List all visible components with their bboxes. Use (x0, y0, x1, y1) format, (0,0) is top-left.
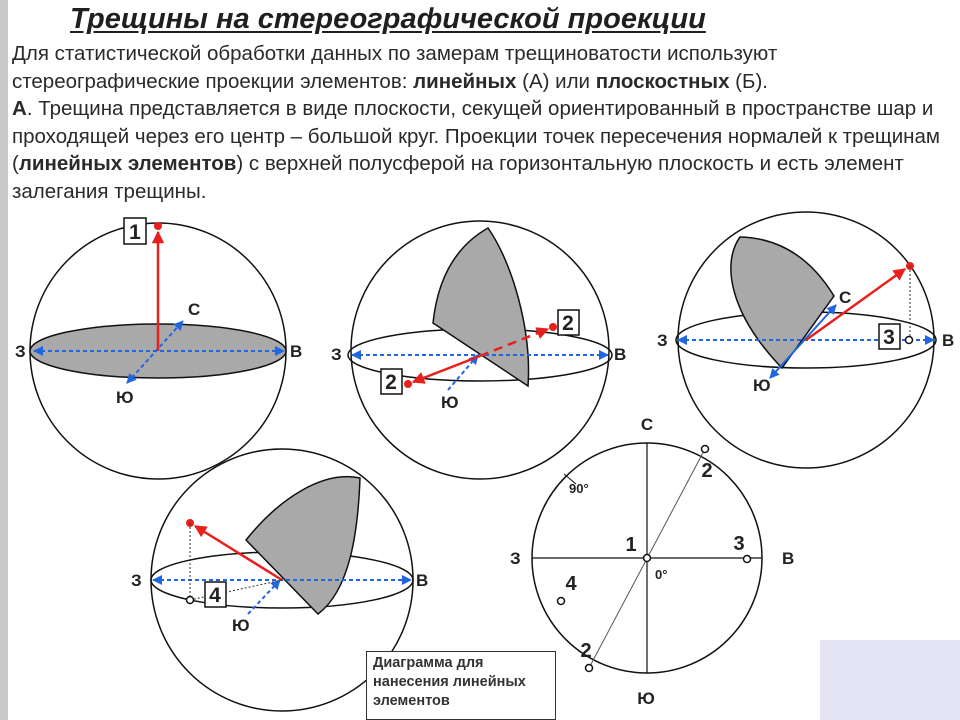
stereonet-label-4: 4 (565, 573, 577, 595)
sphere-3 (657, 212, 954, 468)
intro-p1-d: (Б). (729, 69, 768, 93)
sphere-4-west-label: З (131, 571, 142, 590)
intro-p2-linear: линейных элементов (18, 152, 237, 175)
intro-p1-a: Для статистической обработки данных по замерам трещиноватости используют стереографические проекции элементов: (12, 42, 778, 93)
intro-p2-c: ) с верхней полусферой на горизонтальную плоскость и есть элемент залегания трещины. (12, 152, 904, 203)
sphere-4-south-axis (248, 580, 280, 614)
intro-p2-a: . Трещина представляется в виде плоскости, секущей ориентированный в пространстве шар и проходящей через его центр – большой круг. Проекции точек пересечения нормалей к трещинам ( (12, 97, 940, 175)
sphere-1-north-label: С (188, 300, 201, 319)
sphere-1 (15, 218, 302, 479)
sphere-1-point-1 (154, 222, 162, 230)
sphere-2-label-2b: 2 (562, 312, 574, 335)
sphere-2-label-2a: 2 (385, 371, 397, 394)
sphere-4-fracture-plane (246, 477, 360, 614)
stereonet-label-3: 3 (733, 533, 745, 555)
sphere-3-fracture-plane (731, 237, 834, 368)
stereonet-point-2-lower (586, 665, 593, 672)
stereonet-west-label: З (510, 549, 521, 568)
sphere-3-point-3-projection (906, 337, 913, 344)
sphere-2-fracture-plane (433, 228, 529, 386)
sphere-1-east-label: В (290, 342, 303, 361)
stereonet-east-label: В (782, 549, 795, 568)
sphere-1-south-label: Ю (116, 388, 134, 407)
stereonet-point-3 (744, 556, 751, 563)
sphere-3-label-3: 3 (883, 326, 895, 349)
sphere-2-east-label: В (614, 345, 627, 364)
intro-p1-c: (А) или (516, 69, 596, 93)
stereonet-point-4 (558, 598, 565, 605)
intro-p1-planar: плоскостных (595, 69, 730, 93)
sphere-2-south-label: Ю (441, 393, 459, 412)
sphere-3-south-label: Ю (753, 376, 771, 395)
sphere-4-point-4-projection (187, 597, 194, 604)
stereonet-point-1 (644, 555, 651, 562)
stereonet-south-label: Ю (637, 689, 655, 708)
stereonet-label-1: 1 (625, 534, 637, 556)
intro-p1-linear: линейных (413, 69, 517, 93)
sphere-4-label-4: 4 (209, 584, 221, 607)
sphere-2-point-2-lower (404, 380, 412, 388)
sphere-1-label-1: 1 (129, 221, 141, 244)
sphere-4-south-label: Ю (232, 616, 250, 635)
stereonet-label-2-upper: 2 (701, 460, 713, 482)
sphere-4-east-label: В (416, 571, 429, 590)
sphere-3-east-label: В (942, 331, 955, 350)
diagram-caption: Диаграмма для нанесения линейных элементов (366, 651, 556, 720)
sphere-4-projection-ray (190, 580, 282, 600)
sphere-2 (331, 221, 626, 479)
sphere-2-south-axis (448, 355, 478, 390)
page-title: Трещины на стереографической проекции (70, 3, 706, 35)
sphere-2-point-2-upper (549, 323, 557, 331)
stereonet-point-2-upper (702, 446, 709, 453)
sphere-3-west-label: З (657, 331, 668, 350)
sphere-2-west-label: З (331, 345, 342, 364)
sphere-3-north-label: С (839, 288, 852, 307)
sphere-1-west-label: З (15, 342, 26, 361)
stereonet-label-2-lower: 2 (580, 640, 592, 662)
sphere-2-normal-arrow-down (413, 356, 480, 382)
intro-p2-lead: А (12, 97, 27, 120)
stereonet-0-degree-label: 0° (655, 567, 668, 582)
stereonet-90-degree-label: 90° (569, 481, 589, 496)
stereonet-north-label: С (640, 415, 654, 434)
